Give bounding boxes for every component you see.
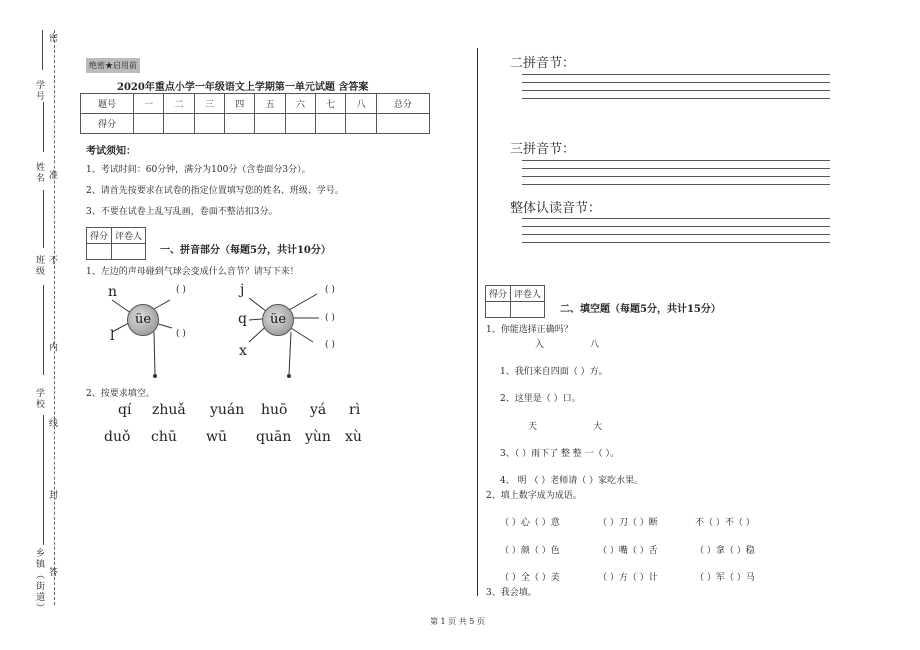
- grader-box: [485, 285, 545, 318]
- pinyin-syllable: yùn: [305, 429, 331, 445]
- notice-item: 1、考试时间：60分钟，满分为100分（含卷面分3分）。: [86, 165, 311, 175]
- idiom-blank[interactable]: （ ）方（ ）计: [598, 573, 658, 583]
- answer-blank[interactable]: ( ): [325, 340, 335, 350]
- seal-char: 线: [47, 418, 57, 429]
- choice-char: 入: [535, 340, 545, 350]
- column-divider: [477, 48, 478, 596]
- pinyin-syllable: zhuǎ: [152, 402, 186, 418]
- score-cell[interactable]: [164, 114, 194, 134]
- idiom-blank[interactable]: （ ）刀（ ）断: [598, 518, 658, 528]
- score-cell[interactable]: [285, 114, 315, 134]
- pinyin-syllable: quān: [256, 429, 292, 445]
- school-label: 学校: [34, 388, 44, 410]
- balloon: üe: [262, 304, 294, 336]
- name-label: 姓名: [34, 162, 44, 184]
- writing-lines[interactable]: [522, 160, 830, 192]
- choice-char: 大: [593, 422, 603, 432]
- writing-lines[interactable]: [522, 74, 830, 106]
- seal-char: 答: [47, 567, 57, 578]
- choice-char: 天: [528, 422, 538, 432]
- initial-letter: x: [239, 343, 247, 359]
- question-text: 3、我会填。: [486, 588, 537, 598]
- idiom-blank[interactable]: （ ）心（ ）意: [500, 518, 560, 528]
- score-cell[interactable]: [346, 114, 376, 134]
- question-text: 1、你能选择正确吗？: [486, 325, 573, 335]
- answer-blank[interactable]: ( ): [325, 313, 335, 323]
- score-table: [80, 93, 430, 134]
- score-header-cell: 五: [255, 94, 285, 114]
- score-cell[interactable]: [316, 114, 346, 134]
- name-line: [43, 190, 44, 248]
- idiom-blank[interactable]: （ ）全（ ）美: [500, 573, 560, 583]
- initial-letter: l: [110, 328, 115, 344]
- pinyin-syllable: qí: [118, 402, 132, 418]
- question-text: 2、按要求填空。: [86, 389, 155, 399]
- idiom-blank[interactable]: （ ）军（ ）马: [695, 573, 755, 583]
- fill-sentence[interactable]: 3、（ ）雨下了 整 整 一（ ）。: [500, 449, 620, 459]
- page-title: 2020年重点小学一年级语文上学期第一单元试题 含答案: [117, 82, 369, 93]
- pinyin-syllable: chū: [151, 429, 177, 445]
- notice-heading: 考试须知：: [86, 146, 136, 157]
- three-syllable-label: 三拼音节：: [510, 142, 576, 157]
- grader-score-cell[interactable]: [486, 302, 511, 318]
- grader-score-label: 得分: [87, 228, 112, 244]
- fill-sentence[interactable]: 1、我们来自四面（ ）方。: [500, 367, 608, 377]
- seal-char: 内: [47, 342, 57, 353]
- score-cell[interactable]: [134, 114, 164, 134]
- pinyin-syllable: yuán: [210, 402, 245, 418]
- score-header-cell: 三: [194, 94, 224, 114]
- student-id-label: 学号: [34, 80, 44, 102]
- confidential-stamp: 绝密★启用前: [86, 58, 140, 73]
- notice-item: 2、请首先按要求在试卷的指定位置填写您的姓名、班级、学号。: [86, 186, 344, 196]
- grader-box: [86, 227, 146, 260]
- answer-blank[interactable]: ( ): [176, 285, 186, 295]
- class-line: [43, 285, 44, 375]
- grader-reviewer-cell[interactable]: [511, 302, 545, 318]
- grader-score-label: 得分: [486, 286, 511, 302]
- balloon-diagram-2: [235, 280, 375, 380]
- section2-title: 二、填空题（每题5分，共计15分）: [560, 304, 721, 315]
- choice-char: 八: [590, 340, 600, 350]
- initial-letter: n: [108, 284, 118, 300]
- score-header-cell: 二: [164, 94, 194, 114]
- township-label: 乡镇（街道）: [34, 548, 44, 614]
- balloon-diagram-1: [100, 280, 240, 380]
- seal-char: 准: [47, 170, 57, 181]
- score-header-cell: 一: [134, 94, 164, 114]
- question-text: 1、左边的声母碰到气球会变成什么音节？请写下来！: [86, 267, 299, 277]
- idiom-blank[interactable]: （ ）拿（ ）稳: [695, 546, 755, 556]
- two-syllable-label: 二拼音节：: [510, 56, 576, 71]
- answer-blank[interactable]: ( ): [176, 329, 186, 339]
- answer-blank[interactable]: ( ): [325, 285, 335, 295]
- field-line: [42, 30, 43, 70]
- fill-sentence[interactable]: 2、这里是（ ）口。: [500, 394, 581, 404]
- student-id-line: [43, 102, 44, 152]
- idiom-blank[interactable]: 不（ ）不（ ）: [695, 518, 755, 528]
- idiom-blank[interactable]: （ ）嘴（ ）舌: [598, 546, 658, 556]
- score-cell[interactable]: [376, 114, 429, 134]
- score-row-label: 得分: [81, 114, 134, 134]
- pinyin-syllable: wū: [206, 429, 227, 445]
- seal-char: 密: [47, 33, 57, 44]
- score-cell[interactable]: [225, 114, 255, 134]
- score-header-cell: 四: [225, 94, 255, 114]
- notice-item: 3、不要在试卷上乱写乱画，卷面不整洁扣3分。: [86, 207, 278, 217]
- writing-lines[interactable]: [522, 218, 830, 250]
- score-header-cell: 六: [285, 94, 315, 114]
- grader-reviewer-label: 评卷人: [112, 228, 146, 244]
- page-footer: 第 1 页 共 5 页: [430, 617, 485, 626]
- question-text: 2、填上数字成为成语。: [486, 491, 582, 501]
- grader-score-cell[interactable]: [87, 244, 112, 260]
- class-label: 班级: [34, 255, 44, 277]
- score-header-cell: 八: [346, 94, 376, 114]
- pinyin-syllable: xù: [345, 429, 362, 445]
- initial-letter: q: [238, 311, 247, 327]
- grader-reviewer-label: 评卷人: [511, 286, 545, 302]
- grader-reviewer-cell[interactable]: [112, 244, 146, 260]
- pinyin-syllable: rì: [349, 402, 361, 418]
- pinyin-syllable: huō: [261, 402, 288, 418]
- pinyin-syllable: duǒ: [104, 429, 131, 445]
- score-cell[interactable]: [194, 114, 224, 134]
- pinyin-syllable: yá: [310, 402, 327, 418]
- balloon: üe: [127, 304, 159, 336]
- school-line: [43, 415, 44, 545]
- score-header-cell: 总分: [376, 94, 429, 114]
- idiom-blank[interactable]: （ ）颜（ ）色: [500, 546, 560, 556]
- section1-title: 一、拼音部分（每题5分，共计10分）: [160, 245, 331, 256]
- seal-char: 不: [47, 255, 57, 266]
- whole-syllable-label: 整体认读音节：: [510, 201, 602, 216]
- score-cell[interactable]: [255, 114, 285, 134]
- binding-line: [54, 30, 55, 605]
- seal-char: 封: [47, 490, 57, 501]
- fill-sentence[interactable]: 4、 明 （ ）老师请（ ）家吃水果。: [500, 476, 644, 486]
- initial-letter: j: [240, 282, 245, 298]
- score-header-cell: 七: [316, 94, 346, 114]
- score-header-cell: 题号: [81, 94, 134, 114]
